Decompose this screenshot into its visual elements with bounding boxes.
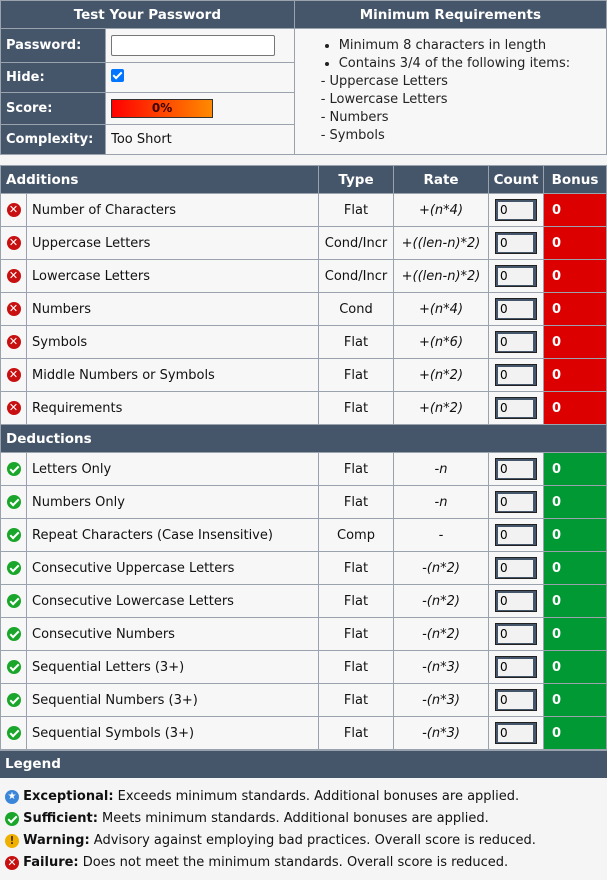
- deduction-count: 0: [498, 692, 533, 709]
- deduction-type: Comp: [319, 519, 394, 552]
- count-column-header: Count: [489, 166, 544, 194]
- deduction-count-box: [495, 458, 537, 480]
- deduction-row: [1, 717, 607, 750]
- warning-exclamation-icon: !: [5, 834, 19, 848]
- hide-label: Hide:: [1, 63, 106, 93]
- password-label: Password:: [1, 29, 106, 63]
- deduction-rate: -(n*3): [394, 651, 489, 684]
- addition-name: Number of Characters: [27, 194, 319, 227]
- requirement-contains: • Contains 3/4 of the following items:: [339, 55, 606, 73]
- deduction-bonus: 0: [544, 585, 607, 618]
- sufficient-check-icon: [7, 528, 21, 542]
- addition-count: 0: [498, 235, 533, 252]
- addition-name: Requirements: [27, 392, 319, 425]
- sufficient-check-icon: [7, 627, 21, 641]
- deduction-row: [1, 618, 607, 651]
- deduction-count-box: [495, 656, 537, 678]
- addition-count-box: [495, 331, 537, 353]
- addition-bonus: 0: [544, 194, 607, 227]
- deduction-type: Flat: [319, 585, 394, 618]
- addition-row: [1, 359, 607, 392]
- deduction-type: Flat: [319, 486, 394, 519]
- deduction-rate: -(n*2): [394, 585, 489, 618]
- addition-row: [1, 260, 607, 293]
- deduction-rate: -(n*2): [394, 618, 489, 651]
- addition-count: 0: [498, 400, 533, 417]
- deduction-row: [1, 486, 607, 519]
- deduction-count-box: [495, 491, 537, 513]
- legend-failure: ✕ Failure: Does not meet the minimum standards. Overall score is reduced.: [5, 852, 607, 874]
- deduction-rate: -: [394, 519, 489, 552]
- addition-type: Cond/Incr: [319, 260, 394, 293]
- addition-count: 0: [498, 301, 533, 318]
- deduction-name: Sequential Symbols (3+): [27, 717, 319, 750]
- addition-name: Lowercase Letters: [27, 260, 319, 293]
- addition-count: 0: [498, 367, 533, 384]
- deduction-type: Flat: [319, 618, 394, 651]
- addition-count-box: [495, 397, 537, 419]
- addition-rate: +((len-n)*2): [394, 260, 489, 293]
- deduction-bonus: 0: [544, 717, 607, 750]
- test-header: Test Your Password: [1, 1, 295, 29]
- addition-rate: +((len-n)*2): [394, 227, 489, 260]
- deduction-bonus: 0: [544, 552, 607, 585]
- deduction-count: 0: [498, 725, 533, 742]
- deduction-rate: -(n*3): [394, 717, 489, 750]
- deduction-count-box: [495, 524, 537, 546]
- addition-type: Flat: [319, 392, 394, 425]
- addition-type: Cond/Incr: [319, 227, 394, 260]
- addition-rate: +(n*2): [394, 392, 489, 425]
- deduction-count-box: [495, 722, 537, 744]
- failure-x-icon: ✕: [5, 856, 19, 870]
- addition-name: Numbers: [27, 293, 319, 326]
- score-bar: 0%: [111, 99, 213, 118]
- sufficient-check-icon: [5, 812, 19, 826]
- complexity-value: Too Short: [106, 125, 295, 155]
- sufficient-check-icon: [7, 462, 21, 476]
- deduction-row: [1, 651, 607, 684]
- requirements-header: Minimum Requirements: [294, 1, 606, 29]
- failure-x-icon: ✕: [7, 203, 21, 217]
- sufficient-check-icon: [7, 693, 21, 707]
- failure-x-icon: ✕: [7, 401, 21, 415]
- additions-header: Additions: [1, 166, 319, 194]
- deduction-count: 0: [498, 560, 533, 577]
- deduction-bonus: 0: [544, 453, 607, 486]
- addition-row: [1, 326, 607, 359]
- addition-type: Flat: [319, 194, 394, 227]
- sufficient-check-icon: [7, 660, 21, 674]
- requirement-lowercase: - Lowercase Letters: [320, 92, 448, 107]
- failure-x-icon: ✕: [7, 302, 21, 316]
- requirements-list: [294, 29, 606, 155]
- addition-bonus: 0: [544, 359, 607, 392]
- deduction-rate: -(n*3): [394, 684, 489, 717]
- deduction-type: Flat: [319, 552, 394, 585]
- addition-name: Uppercase Letters: [27, 227, 319, 260]
- deduction-count-box: [495, 590, 537, 612]
- addition-bonus: 0: [544, 326, 607, 359]
- deduction-count-box: [495, 557, 537, 579]
- addition-count-box: [495, 265, 537, 287]
- addition-count: 0: [498, 268, 533, 285]
- deduction-count: 0: [498, 626, 533, 643]
- deduction-bonus: 0: [544, 651, 607, 684]
- addition-rate: +(n*4): [394, 293, 489, 326]
- deduction-count: 0: [498, 494, 533, 511]
- deduction-count: 0: [498, 593, 533, 610]
- addition-row: [1, 392, 607, 425]
- sufficient-check-icon: [7, 495, 21, 509]
- requirement-length: • Minimum 8 characters in length: [339, 37, 606, 55]
- addition-rate: +(n*2): [394, 359, 489, 392]
- deduction-row: [1, 519, 607, 552]
- deduction-type: Flat: [319, 651, 394, 684]
- password-test-panel: [0, 0, 607, 155]
- deduction-row: [1, 453, 607, 486]
- deduction-name: Consecutive Numbers: [27, 618, 319, 651]
- requirement-numbers: - Numbers: [320, 110, 389, 125]
- deduction-type: Flat: [319, 684, 394, 717]
- addition-type: Cond: [319, 293, 394, 326]
- addition-count-box: [495, 298, 537, 320]
- addition-count-box: [495, 364, 537, 386]
- sufficient-check-icon: [7, 726, 21, 740]
- deduction-row: [1, 552, 607, 585]
- addition-row: [1, 194, 607, 227]
- deduction-rate: -n: [394, 453, 489, 486]
- addition-type: Flat: [319, 326, 394, 359]
- failure-x-icon: ✕: [7, 236, 21, 250]
- deduction-rate: -(n*2): [394, 552, 489, 585]
- exceptional-star-icon: ★: [5, 790, 19, 804]
- addition-bonus: 0: [544, 293, 607, 326]
- requirement-uppercase: - Uppercase Letters: [320, 74, 448, 89]
- requirement-symbols: - Symbols: [320, 128, 385, 143]
- addition-rate: +(n*6): [394, 326, 489, 359]
- sufficient-check-icon: [7, 594, 21, 608]
- legend-header: Legend: [0, 750, 607, 778]
- deduction-rate: -n: [394, 486, 489, 519]
- failure-x-icon: ✕: [7, 269, 21, 283]
- addition-count-box: [495, 199, 537, 221]
- deduction-count-box: [495, 623, 537, 645]
- score-label: Score:: [1, 93, 106, 125]
- addition-bonus: 0: [544, 392, 607, 425]
- rate-column-header: Rate: [394, 166, 489, 194]
- deduction-name: Sequential Letters (3+): [27, 651, 319, 684]
- deduction-count: 0: [498, 659, 533, 676]
- complexity-label: Complexity:: [1, 125, 106, 155]
- score-breakdown-table: [0, 165, 607, 750]
- legend-exceptional: ★ Exceptional: Exceeds minimum standards. Additional bonuses are applied.: [5, 786, 607, 808]
- addition-count: 0: [498, 202, 533, 219]
- deduction-bonus: 0: [544, 486, 607, 519]
- deduction-type: Flat: [319, 453, 394, 486]
- addition-row: [1, 293, 607, 326]
- addition-name: Symbols: [27, 326, 319, 359]
- addition-rate: +(n*4): [394, 194, 489, 227]
- deduction-count: 0: [498, 527, 533, 544]
- deduction-name: Consecutive Lowercase Letters: [27, 585, 319, 618]
- deductions-header: Deductions: [1, 425, 607, 453]
- addition-bonus: 0: [544, 260, 607, 293]
- sufficient-check-icon: [7, 561, 21, 575]
- addition-name: Middle Numbers or Symbols: [27, 359, 319, 392]
- legend-warning: ! Warning: Advisory against employing bad practices. Overall score is reduced.: [5, 830, 607, 852]
- type-column-header: Type: [319, 166, 394, 194]
- deduction-bonus: 0: [544, 618, 607, 651]
- addition-count: 0: [498, 334, 533, 351]
- deduction-name: Repeat Characters (Case Insensitive): [27, 519, 319, 552]
- bonus-column-header: Bonus: [544, 166, 607, 194]
- failure-x-icon: ✕: [7, 335, 21, 349]
- addition-type: Flat: [319, 359, 394, 392]
- deduction-bonus: 0: [544, 519, 607, 552]
- deduction-count: 0: [498, 461, 533, 478]
- deduction-name: Letters Only: [27, 453, 319, 486]
- deduction-count-box: [495, 689, 537, 711]
- addition-count-box: [495, 232, 537, 254]
- deduction-name: Numbers Only: [27, 486, 319, 519]
- deduction-bonus: 0: [544, 684, 607, 717]
- legend: [0, 778, 607, 874]
- addition-row: [1, 227, 607, 260]
- addition-bonus: 0: [544, 227, 607, 260]
- deduction-name: Sequential Numbers (3+): [27, 684, 319, 717]
- deduction-row: [1, 585, 607, 618]
- deduction-row: [1, 684, 607, 717]
- legend-sufficient: Sufficient: Meets minimum standards. Additional bonuses are applied.: [5, 808, 607, 830]
- hide-checkbox[interactable]: [111, 69, 124, 82]
- deduction-type: Flat: [319, 717, 394, 750]
- deduction-name: Consecutive Uppercase Letters: [27, 552, 319, 585]
- password-input[interactable]: [111, 35, 275, 56]
- failure-x-icon: ✕: [7, 368, 21, 382]
